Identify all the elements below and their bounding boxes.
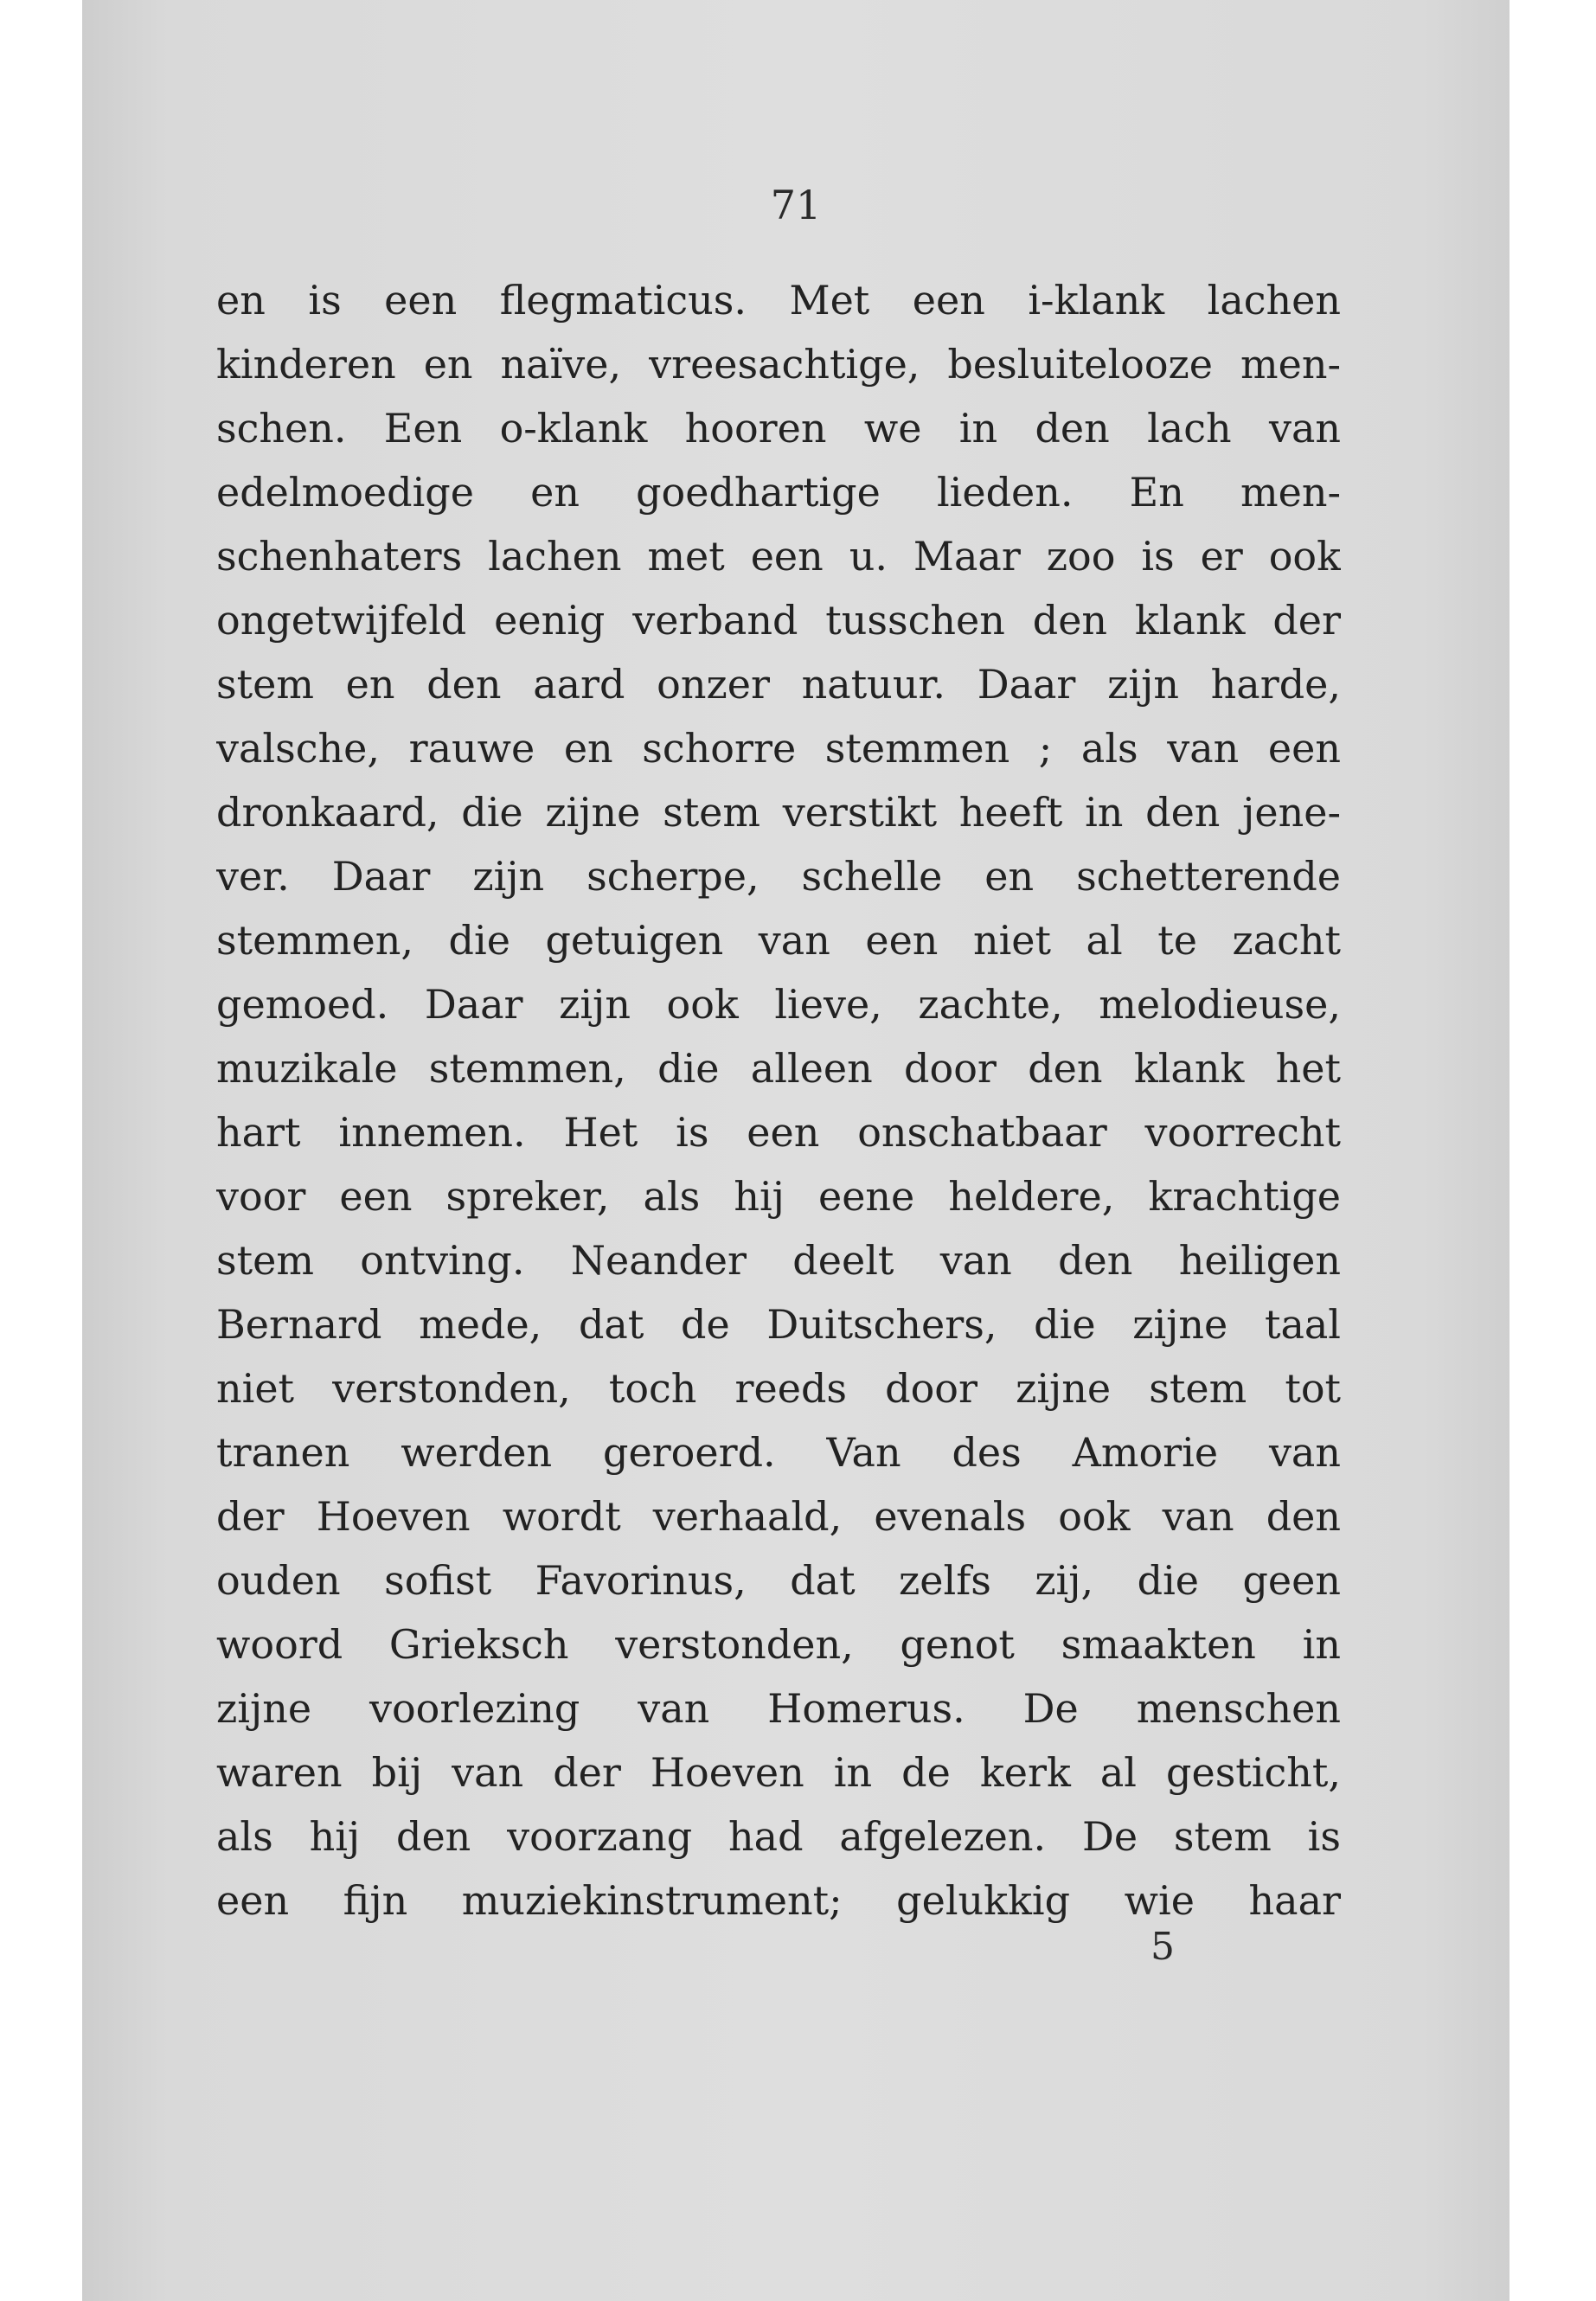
text-line-19: tranen werden geroerd. Van des Amorie van — [216, 1429, 1341, 1476]
text-line-26: een fijn muziekinstrument; gelukkig wie haar — [216, 1877, 1341, 1924]
text-line-3: schen. Een o-klank hooren we in den lach van — [216, 405, 1341, 452]
text-line-2: kinderen en naïve, vreesachtige, besluitelooze men- — [216, 341, 1341, 388]
text-line-1: en is een flegmaticus. Met een i-klank lachen — [216, 277, 1341, 324]
text-line-23: zijne voorlezing van Homerus. De menschen — [216, 1685, 1341, 1732]
text-line-11: stemmen, die getuigen van een niet al te zacht — [216, 917, 1341, 964]
text-line-22: woord Grieksch verstonden, genot smaakten in — [216, 1621, 1341, 1668]
text-line-12: gemoed. Daar zijn ook lieve, zachte, melodieuse, — [216, 981, 1341, 1028]
text-line-14: hart innemen. Het is een onschatbaar voorrecht — [216, 1109, 1341, 1156]
text-line-15: voor een spreker, als hij eene heldere, krachtige — [216, 1173, 1341, 1220]
signature-mark: 5 — [1151, 1925, 1175, 1969]
text-line-9: dronkaard, die zijne stem verstikt heeft in den jene- — [216, 789, 1341, 836]
page-number: 71 — [770, 182, 822, 228]
text-line-4: edelmoedige en goedhartige lieden. En men- — [216, 469, 1341, 516]
text-line-16: stem ontving. Neander deelt van den heiligen — [216, 1237, 1341, 1284]
text-line-7: stem en den aard onzer natuur. Daar zijn harde, — [216, 661, 1341, 708]
text-line-6: ongetwijfeld eenig verband tusschen den klank der — [216, 597, 1341, 644]
text-line-24: waren bij van der Hoeven in de kerk al gesticht, — [216, 1749, 1341, 1796]
text-line-25: als hij den voorzang had afgelezen. De stem is — [216, 1813, 1341, 1860]
text-line-5: schenhaters lachen met een u. Maar zoo is er ook — [216, 533, 1341, 580]
book-page — [82, 0, 1509, 2301]
text-line-18: niet verstonden, toch reeds door zijne stem tot — [216, 1365, 1341, 1412]
body-text — [216, 268, 1341, 1932]
text-line-8: valsche, rauwe en schorre stemmen ; als van een — [216, 725, 1341, 772]
text-line-21: ouden sofist Favorinus, dat zelfs zij, die geen — [216, 1557, 1341, 1604]
text-line-13: muzikale stemmen, die alleen door den klank het — [216, 1045, 1341, 1092]
text-line-17: Bernard mede, dat de Duitschers, die zijne taal — [216, 1301, 1341, 1348]
text-line-10: ver. Daar zijn scherpe, schelle en schetterende — [216, 853, 1341, 900]
text-line-20: der Hoeven wordt verhaald, evenals ook van den — [216, 1493, 1341, 1540]
